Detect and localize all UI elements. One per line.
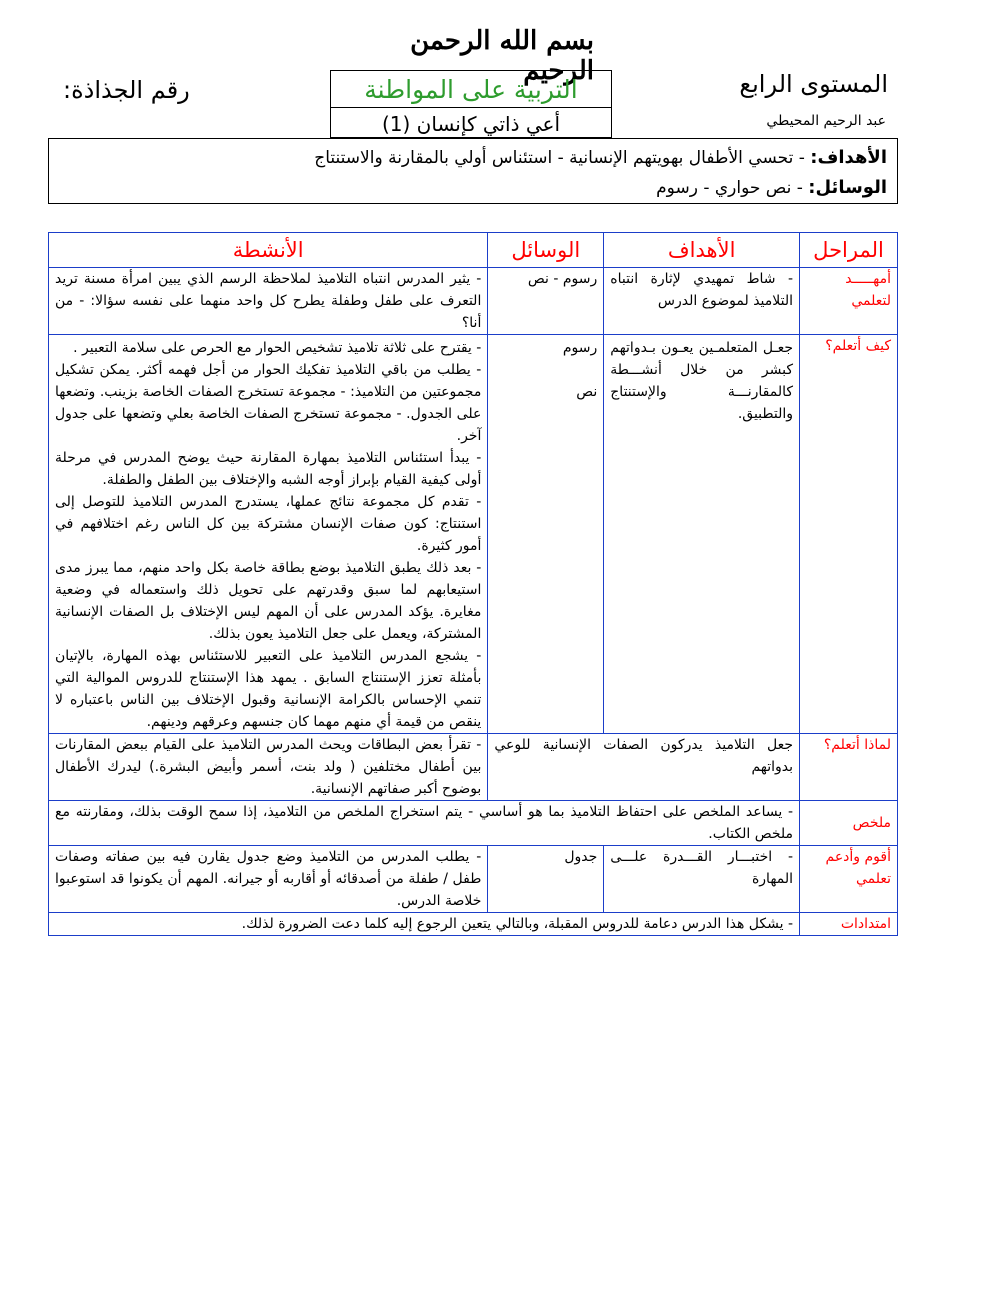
summary-cell: - يساعد الملخص على احتفاظ التلاميذ بما هو أساسي - يتم استخراج الملخص من التلاميذ، إذا سمح الوقت بذلك، ومقارنته مع ملخص الكتاب.	[49, 801, 800, 846]
basmala-calligraphy: بسم الله الرحمن الرحيم	[410, 26, 594, 86]
teacher-name: عبد الرحيم المحيطي	[766, 113, 886, 129]
goals-box	[48, 138, 898, 204]
table-row	[49, 268, 898, 335]
objective-cell: - شاط تمهيدي لإثارة انتباه التلاميذ لموضوع الدرس	[604, 268, 800, 335]
activity-paragraph: - يطلب المدرس من التلاميذ وضع جدول يقارن فيه بين صفاته وصفات طفل / طفلة من أصدقائه أو أقاربه أو جيرانه. المهم أن يكونوا قد استوعبوا خلاصة الدرس.	[55, 849, 482, 909]
stage-cell: لماذا أتعلم؟	[800, 734, 898, 801]
level-label: المستوى الرابع	[739, 70, 888, 98]
lesson-title: أعي ذاتي كإنسان (1)	[381, 111, 561, 136]
table-row	[49, 734, 898, 801]
means-text: - نص حواري - رسوم	[656, 178, 803, 198]
objective-cell: جعـل المتعلمـين يعـون بـدواتهم كبشر من خلال أنشـــطة كالمقارنـــة والإستنتاج والتطبيق.	[604, 335, 800, 734]
activity-paragraph: - يثير المدرس انتباه التلاميذ لملاحظة الرسم الذي يبين امرأة مسنة تريد التعرف على طفل وطفلة يطرح كل واحد منهما على نفسه سؤالا: - من أنا؟	[55, 271, 482, 331]
table-row	[49, 913, 898, 936]
sheet-number-label: رقم الجذاذة:	[63, 76, 190, 104]
activity-paragraph: - يشجع المدرس التلاميذ على التعبير للاستئناس بهذه المهارة، بالإتيان بأمثلة تعزز الإستنتاج السابق . يمهد هذا الإستنتاج للدروس الموالية التي تنمي الإحساس بالكرامة الإنسانية وقبول الإختلاف بين الناس باعتباره لا ينقص من قيمة أي منهم مهما كان جنسهم وعرقهم ودينهم.	[55, 648, 482, 730]
table-row	[49, 801, 898, 846]
means-item: رسوم	[562, 340, 598, 356]
stage-cell: أقوم وأدعم تعلمي	[800, 846, 898, 913]
table-header-row	[49, 233, 898, 268]
activity-paragraph: - تقرأ بعض البطاقات ويحث المدرس التلاميذ على القيام ببعض المقارنات بين أطفال مختلفين ( ولد بنت، أسمر وأبيض البشرة.) ليدرك الأطفال بوضوح أكبر صفاتهم الإنسانية.	[55, 737, 482, 797]
objective-cell: - اختبـــار القـــدرة علـــى المهارة	[604, 846, 800, 913]
objective-cell: جعل التلاميذ يدركون الصفات الإنسانية للوعي بدواتهم	[488, 734, 800, 801]
activities-cell	[49, 734, 488, 801]
header-objectives: الأهداف	[604, 233, 800, 268]
activities-cell	[49, 268, 488, 335]
means-cell: جدول	[488, 846, 604, 913]
table-row	[49, 846, 898, 913]
extensions-cell: - يشكل هذا الدرس دعامة للدروس المقبلة، وبالتالي يتعين الرجوع إليه كلما دعت الضرورة لذلك.	[49, 913, 800, 936]
header-stages: المراحل	[800, 233, 898, 268]
lesson-table	[48, 232, 898, 936]
activity-paragraph: - بعد ذلك يطبق التلاميذ بوضع بطاقة خاصة بكل واحد منهم، مما يبرز مدى استيعابهم لما سبق وقدرتهم على تحويل ذلك واستعماله في وضعية مغايرة. يؤكد المدرس على أن المهم ليس الإختلاف بل الصفات الإنسانية المشتركة، ويعمل على جعل التلاميذ يعون بذلك.	[55, 560, 482, 642]
table-row	[49, 335, 898, 734]
stage-cell: كيف أتعلم؟	[800, 335, 898, 734]
subject-box	[330, 70, 612, 138]
activities-cell	[49, 846, 488, 913]
header-means: الوسائل	[488, 233, 604, 268]
activity-paragraph: - يقترح على ثلاثة تلاميذ تشخيص الحوار مع الحرص على سلامة التعبير .	[73, 340, 482, 356]
means-cell: رسوم - نص	[488, 268, 604, 335]
activity-paragraph: - يطلب من باقي التلاميذ تفكيك الحوار من أجل فهمه أكثر. يمكن تشكيل مجموعتين من التلاميذ: - مجموعة تستخرج الصفات الخاصة بزينب. وتضعها على الجدول. - مجموعة تستخرج الصفات الخاصة بعلي وتضعها على جدول آخر.	[55, 362, 482, 444]
goals-label: الأهداف:	[810, 147, 887, 168]
activity-paragraph: - يبدأ استئناس التلاميذ بمهارة المقارنة حيث يوضح المدرس في مرحلة أولى كيفية القيام بإبراز أوجه الشبه والإختلاف بين الطفل والطفلة.	[55, 450, 482, 488]
stage-cell: امتدادات	[800, 913, 898, 936]
stage-cell: أمهـــــد لتعلمي	[800, 268, 898, 335]
goals-line	[59, 143, 887, 173]
means-line	[59, 173, 887, 203]
means-label: الوسائل:	[808, 177, 887, 198]
header-activities: الأنشطة	[49, 233, 488, 268]
means-item: نص	[576, 384, 598, 400]
activities-cell	[49, 335, 488, 734]
activity-paragraph: - تقدم كل مجموعة نتائج عملها، يستدرج المدرس التلاميذ للتوصل إلى استنتاج: كون صفات الإنسان مشتركة بين كل الناس رغم اختلافهم في أمور كثيرة.	[55, 494, 482, 554]
goals-text: - تحسي الأطفال بهويتهم الإنسانية - استئناس أولي بالمقارنة والاستنتاج	[314, 148, 805, 168]
means-cell	[488, 335, 604, 734]
stage-cell: ملخص	[800, 801, 898, 846]
subject-title: التربية على المواطنة	[331, 71, 611, 108]
